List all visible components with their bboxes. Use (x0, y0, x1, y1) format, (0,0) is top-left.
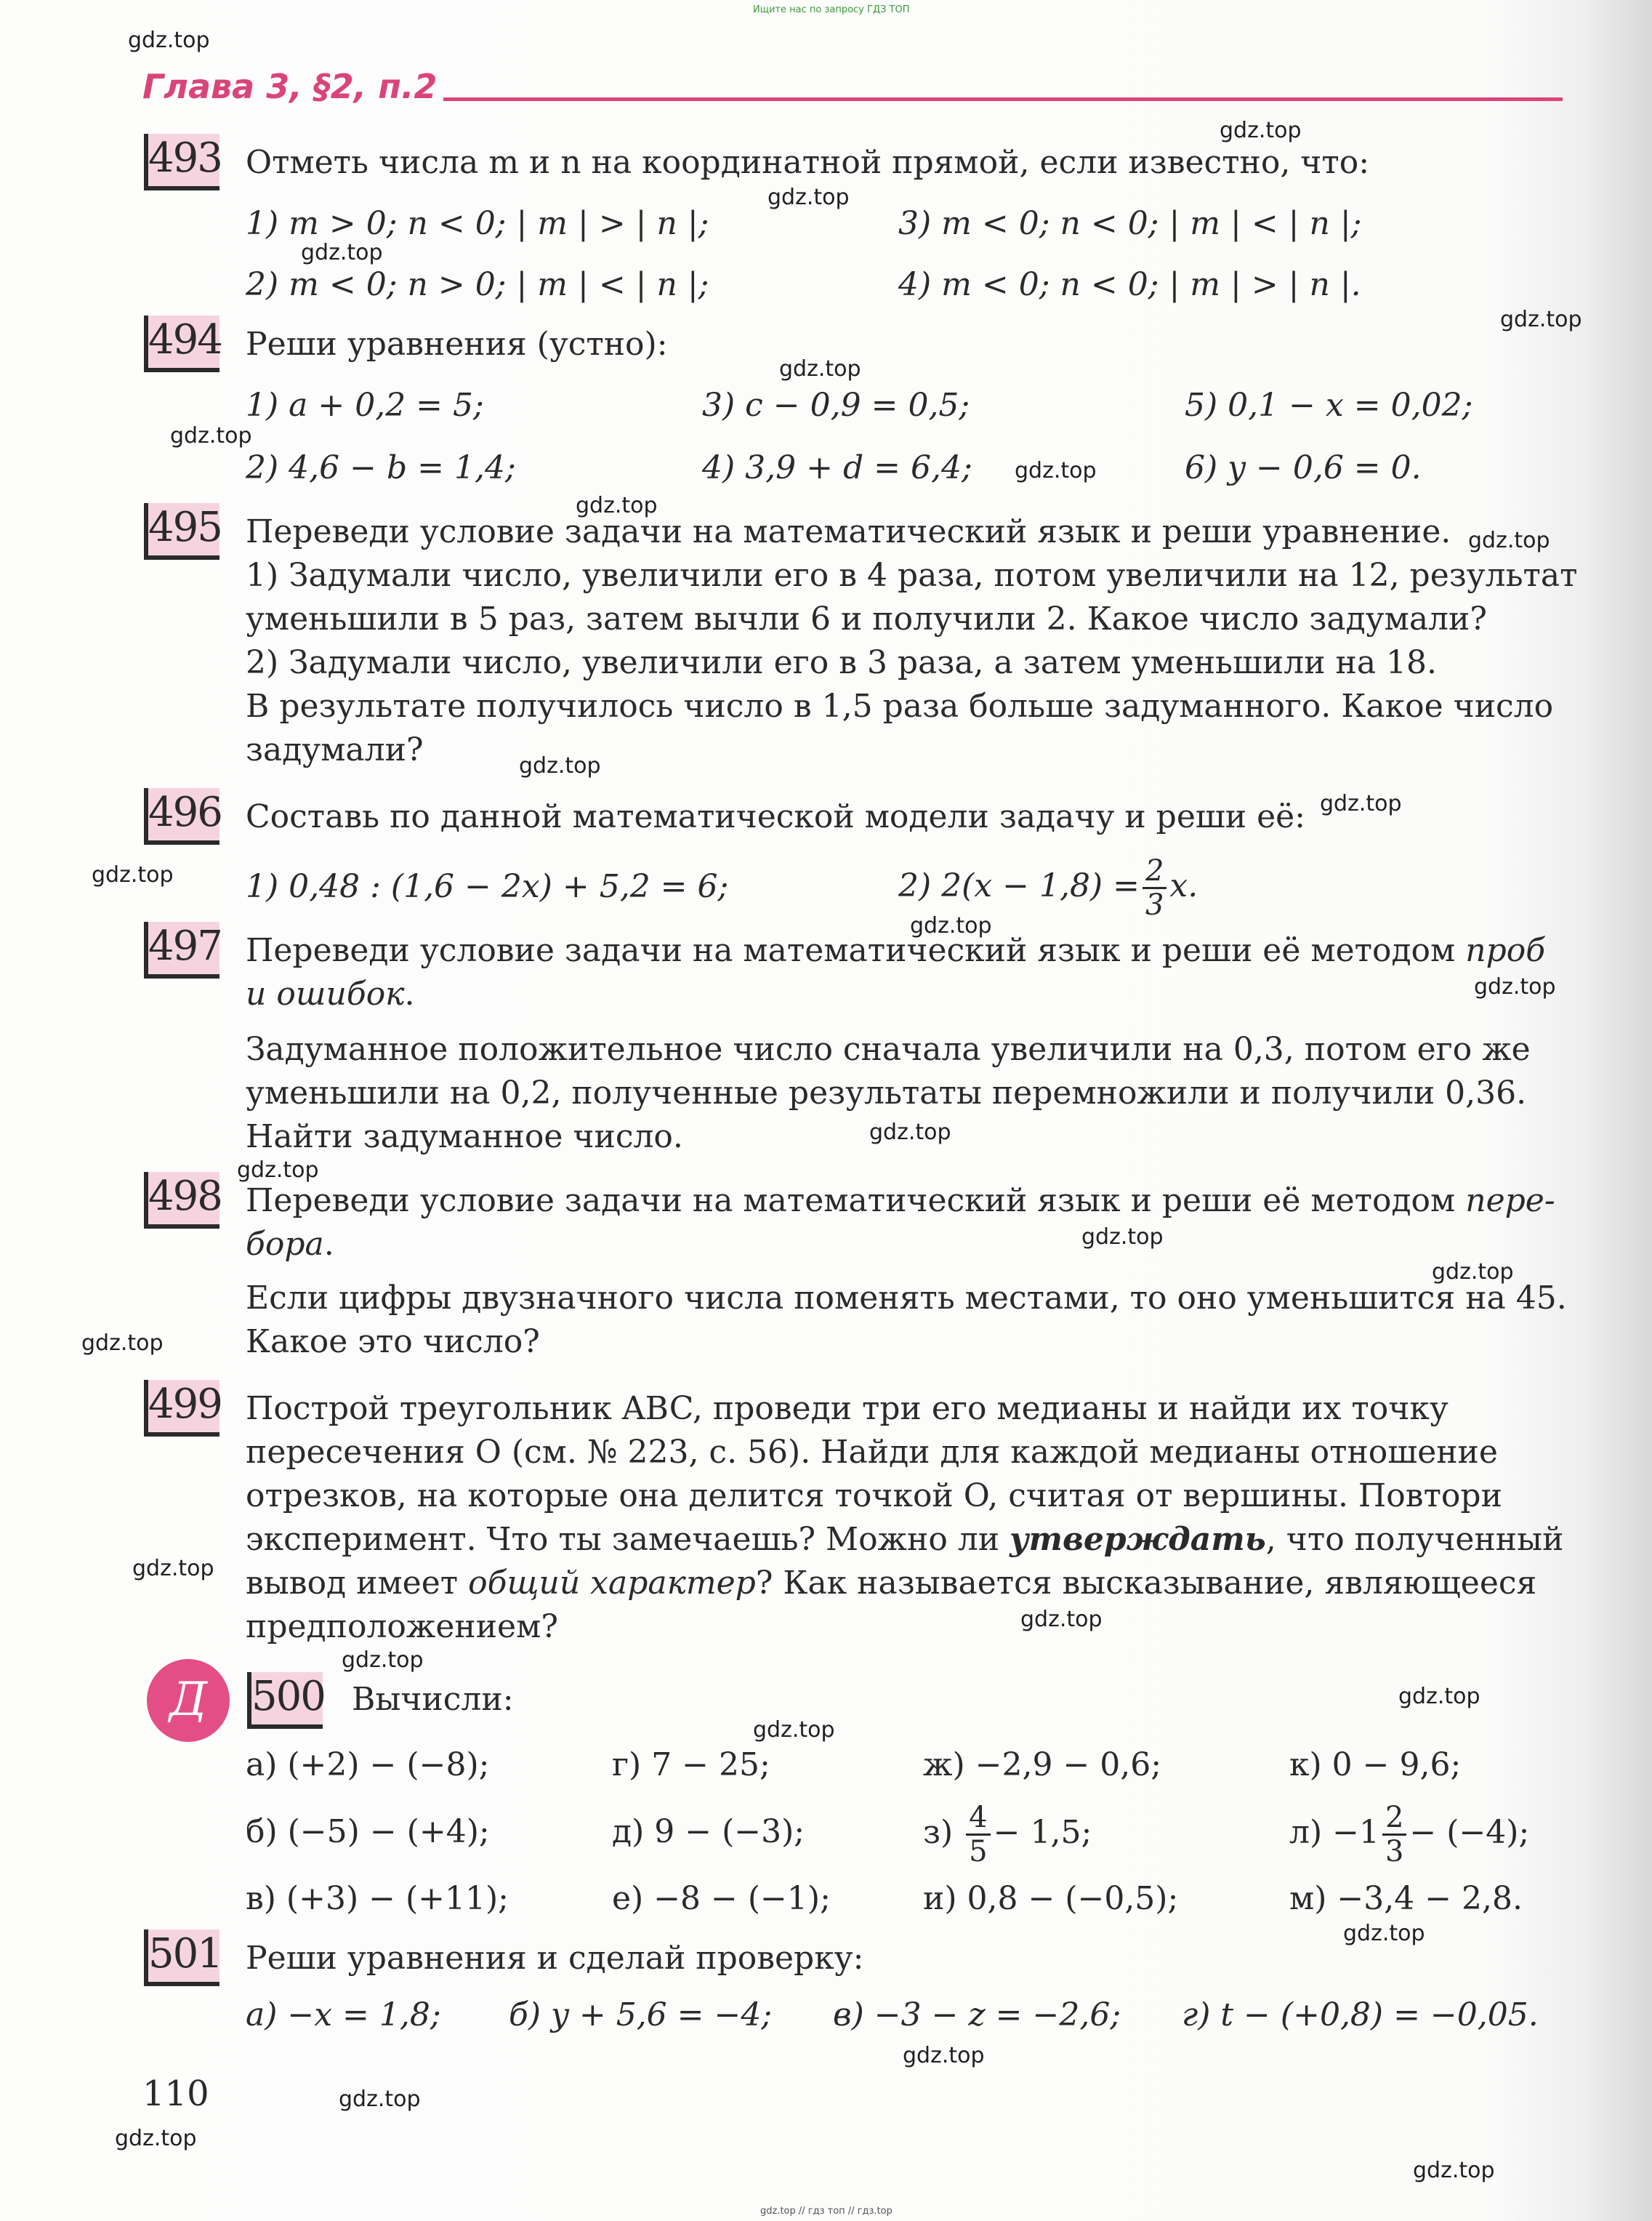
chapter-header: Глава 3, §2, п.2 (142, 67, 438, 106)
problem-499-line-4: эксперимент. Что ты замечаешь? Можно ли утверждать, что полученный (246, 1521, 1564, 1558)
problem-493-item-1: 1) m > 0; n < 0; | m | > | n |; (246, 205, 709, 242)
watermark: gdz.top (767, 185, 850, 210)
problem-number-501: 501 (144, 1929, 219, 1986)
problem-500-item-m: м) −3,4 − 2,8. (1289, 1880, 1523, 1917)
watermark: gdz.top (1015, 458, 1097, 483)
problem-499-line-2: пересечения O (см. № 223, с. 56). Найди для каждой медианы отношение (246, 1434, 1498, 1471)
watermark: gdz.top (132, 1556, 214, 1581)
bottom-note: gdz.top // гдз топ // гдз.top (760, 2206, 893, 2217)
problem-495-text: Переведи условие задачи на математический язык и реши уравнение. (246, 513, 1451, 550)
watermark: gdz.top (1343, 1921, 1425, 1946)
problem-495-line-3: 2) Задумали число, увеличили его в 3 раза, а затем уменьшили на 18. (246, 644, 1438, 681)
problem-497-line-1: Переведи условие задачи на математический язык и реши её методом проб (246, 932, 1546, 969)
problem-501-item-g: г) t − (+0,8) = −0,05. (1182, 1996, 1539, 2033)
problem-501-item-v: в) −3 − z = −2,6; (833, 1996, 1121, 2033)
problem-number-493: 493 (144, 134, 219, 190)
problem-496-item-2: 2) 2(x − 1,8) = $\frac{2}{3}$ x. (898, 854, 1198, 922)
problem-498-line-1: Переведи условие задачи на математический язык и реши её методом пере- (246, 1182, 1555, 1219)
problem-495-line-4: В результате получилось число в 1,5 раза больше задуманного. Какое число (246, 688, 1554, 725)
header-rule (443, 97, 1563, 101)
problem-497-line-2: и ошибок. (246, 976, 415, 1013)
problem-500-item-e: е) −8 − (−1); (612, 1880, 831, 1917)
problem-number-497: 497 (144, 922, 219, 979)
problem-495-line-5: задумали? (246, 731, 424, 768)
problem-500-item-a: а) (+2) − (−8); (246, 1746, 490, 1783)
watermark: gdz.top (342, 1647, 424, 1673)
problem-500-item-d: д) 9 − (−3); (612, 1813, 805, 1850)
watermark: gdz.top (128, 28, 210, 53)
watermark: gdz.top (1020, 1607, 1103, 1632)
watermark: gdz.top (903, 2043, 985, 2068)
homework-badge-icon: Д (147, 1659, 230, 1742)
problem-493-item-4: 4) m < 0; n < 0; | m | > | n |. (898, 266, 1361, 303)
watermark: gdz.top (1432, 1259, 1514, 1285)
fraction-four-fifths: $\frac{4}{5}$ (966, 1803, 990, 1866)
watermark: gdz.top (1468, 528, 1550, 553)
watermark: gdz.top (753, 1717, 835, 1743)
problem-499-line-5: вывод имеет общий характер? Как называется высказывание, являющееся (246, 1565, 1537, 1602)
watermark: gdz.top (115, 2126, 197, 2151)
problem-500-item-zh: ж) −2,9 − 0,6; (923, 1746, 1162, 1783)
problem-494-item-5: 5) 0,1 − x = 0,02; (1185, 387, 1473, 424)
problem-494-item-3: 3) c − 0,9 = 0,5; (702, 387, 970, 424)
top-note: Ищите нас по запросу ГДЗ ТОП (753, 4, 910, 15)
problem-495-line-1: 1) Задумали число, увеличили его в 4 раза, потом увеличили на 12, результат (246, 557, 1578, 594)
problem-500-item-i: и) 0,8 − (−0,5); (923, 1880, 1179, 1917)
problem-501-item-a: а) −x = 1,8; (246, 1996, 441, 2033)
problem-493-item-3: 3) m < 0; n < 0; | m | < | n |; (898, 205, 1362, 242)
problem-number-495: 495 (144, 503, 219, 560)
watermark: gdz.top (1398, 1684, 1480, 1709)
watermark: gdz.top (1081, 1224, 1164, 1250)
problem-500-text: Вычисли: (352, 1681, 514, 1718)
watermark: gdz.top (576, 493, 658, 518)
problem-497-line-5: Найти задуманное число. (246, 1118, 683, 1155)
problem-500-item-b: б) (−5) − (+4); (246, 1813, 490, 1850)
problem-500-item-z: з) $\frac{4}{5}$ − 1,5; (923, 1801, 1092, 1868)
problem-number-500: 500 (247, 1672, 323, 1729)
problem-500-item-g: г) 7 − 25; (612, 1746, 770, 1783)
watermark: gdz.top (237, 1157, 319, 1183)
problem-501-item-b: б) y + 5,6 = −4; (509, 1996, 773, 2033)
problem-number-498: 498 (144, 1172, 219, 1229)
problem-494-item-1: 1) a + 0,2 = 5; (246, 387, 484, 424)
problem-494-item-6: 6) y − 0,6 = 0. (1185, 449, 1422, 486)
problem-498-line-4: Какое это число? (246, 1323, 540, 1360)
page-number: 110 (142, 2073, 209, 2114)
watermark: gdz.top (910, 913, 992, 939)
problem-493-text: Отметь числа m и n на координатной прямой, если известно, что: (246, 144, 1370, 181)
problem-499-line-1: Построй треугольник ABC, проведи три его медианы и найди их точку (246, 1390, 1448, 1427)
fraction-two-thirds-mixed: $\frac{2}{3}$ (1382, 1803, 1406, 1866)
problem-499-line-3: отрезков, на которые она делится точкой O, считая от вершины. Повтори (246, 1477, 1502, 1514)
problem-498-line-3: Если цифры двузначного числа поменять местами, то оно уменьшится на 45. (246, 1280, 1567, 1317)
problem-494-item-4: 4) 3,9 + d = 6,4; (702, 449, 972, 486)
fraction-two-thirds: $\frac{2}{3}$ (1143, 856, 1167, 920)
problem-497-line-3: Задуманное положительное число сначала увеличили на 0,3, потом его же (246, 1031, 1531, 1068)
problem-500-item-l: л) −1 $\frac{2}{3}$ − (−4); (1289, 1801, 1530, 1868)
watermark: gdz.top (779, 356, 861, 382)
problem-497-line-4: уменьшили на 0,2, полученные результаты перемножили и получили 0,36. (246, 1075, 1527, 1112)
problem-500-item-k: к) 0 − 9,6; (1289, 1746, 1462, 1783)
problem-501-text: Реши уравнения и сделай проверку: (246, 1940, 864, 1977)
watermark: gdz.top (1500, 307, 1582, 332)
problem-496-item-1: 1) 0,48 : (1,6 − 2x) + 5,2 = 6; (246, 868, 729, 905)
problem-494-item-2: 2) 4,6 − b = 1,4; (246, 449, 516, 486)
watermark: gdz.top (1474, 974, 1556, 1000)
watermark: gdz.top (1413, 2158, 1495, 2183)
watermark: gdz.top (519, 753, 601, 779)
problem-499-line-6: предположением? (246, 1608, 558, 1645)
problem-494-text: Реши уравнения (устно): (246, 326, 668, 363)
watermark: gdz.top (1220, 118, 1302, 143)
watermark: gdz.top (92, 862, 174, 888)
problem-number-496: 496 (144, 788, 219, 845)
problem-495-line-2: уменьшили в 5 раз, затем вычли 6 и получили 2. Какое число задумали? (246, 601, 1487, 638)
problem-493-item-2: 2) m < 0; n > 0; | m | < | n |; (246, 266, 709, 303)
watermark: gdz.top (869, 1120, 951, 1145)
watermark: gdz.top (170, 423, 252, 449)
watermark: gdz.top (1320, 791, 1402, 816)
watermark: gdz.top (81, 1330, 164, 1356)
watermark: gdz.top (339, 2087, 421, 2112)
problem-number-494: 494 (144, 316, 219, 372)
problem-number-499: 499 (144, 1380, 219, 1437)
problem-498-line-2: бора. (246, 1226, 334, 1263)
problem-496-text: Составь по данной математической модели задачу и реши её: (246, 798, 1305, 835)
problem-500-item-v: в) (+3) − (+11); (246, 1880, 509, 1917)
watermark: gdz.top (301, 240, 383, 265)
